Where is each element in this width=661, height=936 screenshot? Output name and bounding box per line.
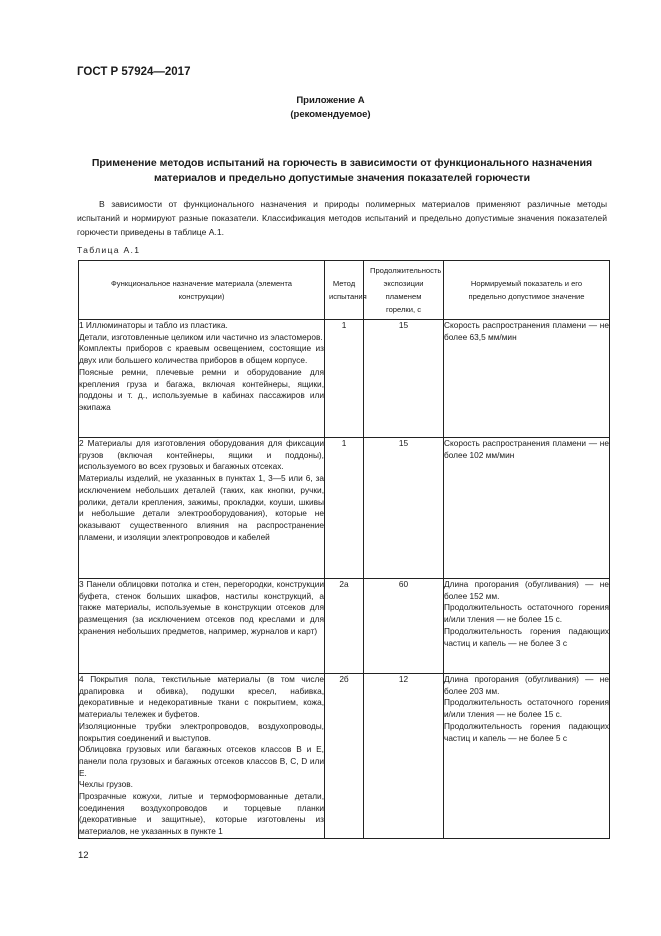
header-function: Функциональное назначение материала (элемента конструкции) — [79, 261, 325, 320]
flammability-table — [78, 260, 610, 839]
cell-norm: Скорость распространения пламени — не более 63,5 мм/мин — [444, 320, 610, 438]
intro-paragraph: В зависимости от функционального назначения и природы полимерных материалов применяют различные методы испытаний и нормируют разные показатели. Классификация методов испытаний и предельно допустимые значения показателей горючести приведены в таблице А.1. — [77, 199, 607, 237]
cell-method: 2а — [325, 579, 364, 674]
section-heading-line-1: Применение методов испытаний на горючесть в зависимости от функционального назначения — [91, 157, 593, 169]
cell-method: 1 — [325, 320, 364, 438]
header-duration: Продолжительность экспозиции пламенем горелки, с — [364, 261, 444, 320]
document-id: ГОСТ Р 57924—2017 — [77, 66, 191, 78]
cell-function: 3 Панели облицовки потолка и стен, перегородки, конструкции буфета, стенок больших шкафов, настилы конструкций, а также материалы, используемые в конструкции отсеков для размещения (за исключением отсеков под креслами и для хранения небольших предметов, например, журналов и карт) — [79, 579, 325, 674]
cell-function: 2 Материалы для изготовления оборудования для фиксации грузов (включая контейнеры, ящики и поддоны), используемого во всех грузовых и багажных отсеках. Материалы изделий, не указанных в пунктах 1, 3—5 или 6, за исключением небольших деталей (таких, как кнопки, ручки, ролики, детали крепления, зажимы, прокладки, коуши, шкивы и небольшие детали электрооборудования), которые не оказывают существенного влияния на распространение пламени, и изоляции электропроводов и кабелей — [79, 438, 325, 579]
page-number: 12 — [78, 850, 89, 861]
cell-method: 1 — [325, 438, 364, 579]
cell-norm: Скорость распространения пламени — не более 102 мм/мин — [444, 438, 610, 579]
cell-duration: 15 — [364, 320, 444, 438]
cell-norm: Длина прогорания (обугливания) — не более 152 мм. Продолжительность остаточного горения и/или тления — не более 15 с. Продолжительность горения падающих частиц и капель — не более 3 с — [444, 579, 610, 674]
cell-duration: 12 — [364, 674, 444, 839]
table-header-row — [79, 261, 610, 320]
table-row — [79, 438, 610, 579]
cell-duration: 15 — [364, 438, 444, 579]
header-norm: Нормируемый показатель и его предельно допустимое значение — [444, 261, 610, 320]
table-row — [79, 320, 610, 438]
table-caption: Таблица А.1 — [77, 245, 141, 255]
table-row — [79, 674, 610, 839]
cell-function: 1 Иллюминаторы и табло из пластика. Детали, изготовленные целиком или частично из эластомеров. Комплекты приборов с краевым освещением, состоящие из двух или большего количества приборов в общем корпусе. Поясные ремни, плечевые ремни и оборудование для крепления груза и багажа, включая контейнеры, ящики, поддоны и т. д., используемые в кабинах пассажиров или экипажа — [79, 320, 325, 438]
section-heading — [77, 156, 607, 186]
table-row — [79, 579, 610, 674]
section-heading-line-2: материалов и предельно допустимые значения показателей горючести — [153, 172, 531, 184]
cell-norm: Длина прогорания (обугливания) — не более 203 мм. Продолжительность остаточного горения и/или тления — не более 15 с. Продолжительность горения падающих частиц и капель — не более 5 с — [444, 674, 610, 839]
appendix-subtitle: (рекомендуемое) — [290, 109, 371, 120]
header-method: Метод испытания — [325, 261, 364, 320]
appendix-title: Приложение А — [296, 95, 365, 106]
cell-duration: 60 — [364, 579, 444, 674]
cell-function: 4 Покрытия пола, текстильные материалы (в том числе драпировка и обивка), подушки кресел, набивка, декоративные и недекоративные ткани с покрытием, кожа, материалы тележек и буфетов. Изоляционные трубки электропроводов, воздухопроводы, покрытия соединений и выступов. Облицовка грузовых или багажных отсеков классов В и Е, панели пола грузовых и багажных отсеков классов В, С, D или Е. Чехлы грузов. Прозрачные кожухи, литые и термоформованные детали, соединения воздухопроводов и торцевые планки (декоративные и защитные), которые изготовлены из материалов, не указанных в пункте 1 — [79, 674, 325, 839]
cell-method: 2б — [325, 674, 364, 839]
